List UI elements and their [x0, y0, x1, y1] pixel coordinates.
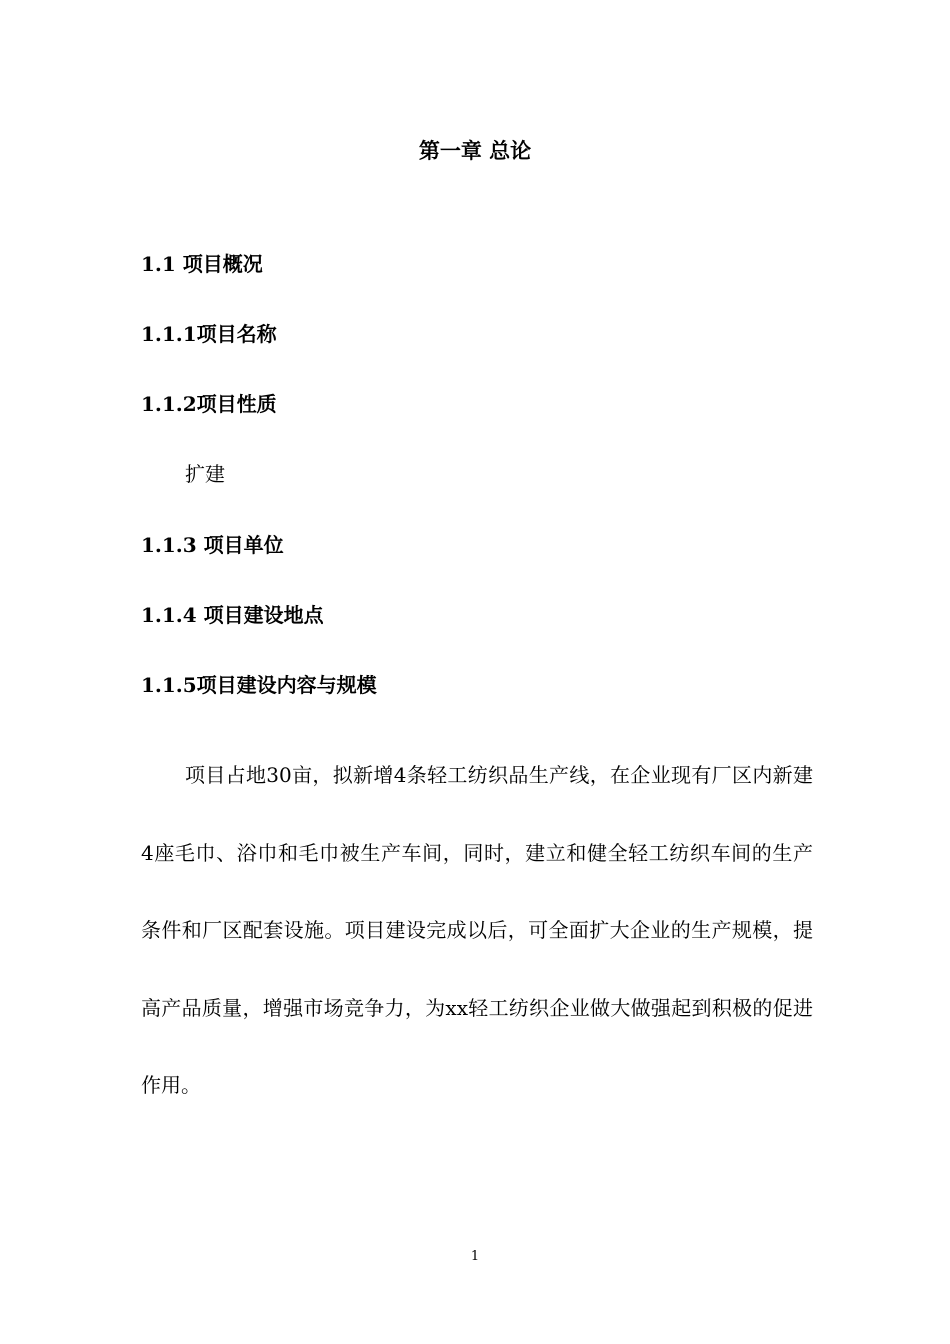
section-heading-overview: 1.1 项目概况 [141, 252, 263, 276]
section-heading-project-unit: 1.1.3 项目单位 [141, 533, 284, 557]
page-number: 1 [470, 1249, 480, 1264]
section-heading-project-name: 1.1.1项目名称 [141, 322, 277, 346]
section-heading-project-nature: 1.1.2项目性质 [141, 392, 277, 416]
section-heading-project-location: 1.1.4 项目建设地点 [141, 603, 324, 627]
content-scale-paragraph: 项目占地30亩，拟新增4条轻工纺织品生产线，在企业现有厂区内新建4座毛巾、浴巾和毛巾被生产车间，同时，建立和健全轻工纺织车间的生产条件和厂区配套设施。项目建设完成以后，可全面扩大企业的生产规模，提高产品质量，增强市场竞争力，为xx轻工纺织企业做大做强起到积极的促进作用。 [141, 763, 813, 1097]
section-heading-content-scale: 1.1.5项目建设内容与规模 [141, 673, 377, 697]
chapter-title: 第一章 总论 [418, 138, 532, 163]
project-nature-value: 扩建 [185, 462, 225, 486]
